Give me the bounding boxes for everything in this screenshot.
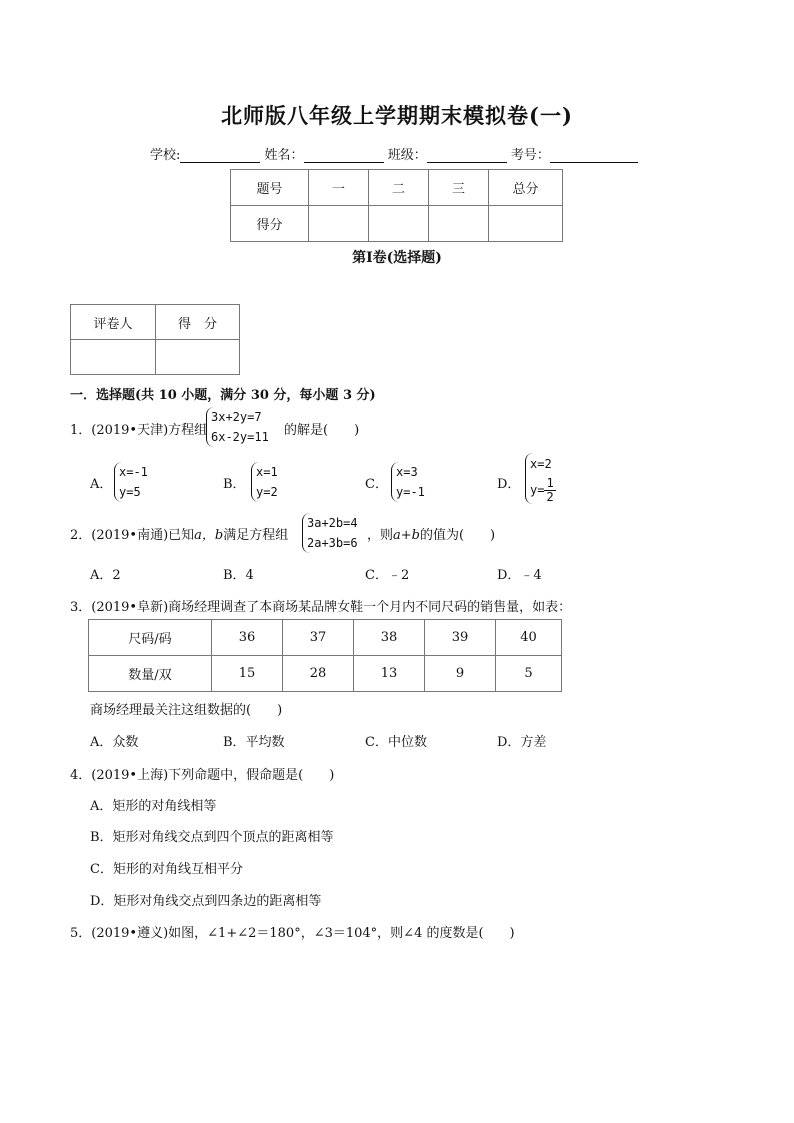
page-title: 北师版八年级上学期期末模拟卷(一) — [221, 103, 573, 128]
q3-option-b[interactable]: B．平均数 — [223, 735, 285, 750]
q3-table-cell: 15 — [212, 656, 283, 692]
score-header-cell: 题号 — [231, 170, 309, 206]
q1-option-d-system[interactable] — [525, 453, 556, 504]
q1-option-d-eq1: x=2 — [530, 457, 552, 471]
q4-option-d[interactable]: D．矩形对角线交点到四条边的距离相等 — [90, 894, 322, 909]
q1-option-c-system[interactable] — [391, 462, 425, 502]
q1-option-d-eq2 — [530, 477, 556, 504]
fraction-denominator: 2 — [546, 490, 554, 504]
q1-option-b-label[interactable]: B． — [223, 477, 246, 492]
q4-stem: 4．(2019•上海)下列命题中，假命题是( ) — [70, 768, 335, 783]
score-input-cell[interactable] — [369, 206, 429, 242]
q2-system — [302, 513, 358, 553]
q2-stem-part1 — [70, 524, 288, 543]
school-label: 学校: — [150, 148, 181, 163]
score-input-cell[interactable] — [489, 206, 563, 242]
part-heading: 一．选择题(共 10 小题，满分 30 分，每小题 3 分) — [70, 388, 376, 403]
q1-option-a-system[interactable] — [114, 462, 148, 502]
q2-mid: 满足方程组 — [223, 528, 289, 543]
q1-option-c-eq1: x=3 — [396, 465, 418, 479]
q1-option-d-label[interactable]: D． — [497, 477, 521, 492]
q4-option-a[interactable]: A．矩形的对角线相等 — [90, 799, 217, 814]
q3-table-header: 39 — [425, 620, 496, 656]
section-title: 第Ⅰ卷(选择题) — [352, 250, 442, 266]
q2-option-d[interactable]: D．﹣4 — [497, 568, 542, 583]
q3-table-header: 38 — [354, 620, 425, 656]
score-row-label: 得分 — [231, 206, 309, 242]
q2-prefix: 2．(2019•南通)已知 — [70, 528, 195, 543]
q3-option-c[interactable]: C．中位数 — [365, 735, 427, 750]
name-blank[interactable] — [304, 148, 384, 163]
q2-option-a[interactable]: A．2 — [90, 568, 121, 583]
q2-suffix2: 的值为( ) — [419, 528, 496, 543]
q1-prefix: 1．(2019•天津)方程组 — [70, 423, 208, 438]
q1-option-c-eq2: y=-1 — [396, 485, 425, 499]
grader-input-cell[interactable] — [71, 340, 156, 375]
q1-eq1: 3x+2y=7 — [211, 410, 262, 424]
score-input-cell[interactable] — [309, 206, 369, 242]
q3-table-header: 36 — [212, 620, 283, 656]
q1-option-a-eq2: y=5 — [119, 485, 141, 499]
q3-table-header: 37 — [283, 620, 354, 656]
q3-table-cell: 13 — [354, 656, 425, 692]
student-info-line — [150, 144, 638, 163]
q1-option-a-eq1: x=-1 — [119, 465, 148, 479]
q3-option-a[interactable]: A．众数 — [90, 735, 139, 750]
q2-vars: a，b — [194, 528, 224, 543]
q2-expr: a+b — [393, 528, 420, 543]
q3-table-cell: 9 — [425, 656, 496, 692]
q3-table-cell: 28 — [283, 656, 354, 692]
exam-no-label: 考号： — [510, 148, 550, 163]
q3-table-cell: 数量/双 — [89, 656, 212, 692]
q1-option-d-eq2-lhs: y= — [530, 483, 545, 497]
q1-option-b-eq2: y=2 — [256, 485, 278, 499]
q2-eq1: 3a+2b=4 — [307, 516, 358, 530]
q2-stem-part2 — [367, 524, 495, 543]
q3-followup: 商场经理最关注这组数据的( ) — [90, 703, 283, 718]
q2-option-b[interactable]: B．4 — [223, 568, 254, 583]
q4-option-c[interactable]: C．矩形的对角线互相平分 — [90, 862, 243, 877]
grader-table — [70, 304, 240, 375]
q4-option-b[interactable]: B．矩形对角线交点到四个顶点的距离相等 — [90, 830, 334, 845]
q3-table-header: 尺码/码 — [89, 620, 212, 656]
q1-option-b-system[interactable] — [251, 462, 278, 502]
q1-eq2: 6x-2y=11 — [211, 430, 269, 444]
score-table — [230, 169, 563, 242]
q1-system — [206, 407, 269, 447]
q2-suffix1: ，则 — [367, 528, 394, 543]
grader-header-cell: 评卷人 — [71, 305, 156, 340]
q3-table-header: 40 — [496, 620, 562, 656]
q2-eq2: 2a+3b=6 — [307, 536, 358, 550]
score-header-cell: 总分 — [489, 170, 563, 206]
q3-option-d[interactable]: D．方差 — [497, 735, 547, 750]
score-header-cell: 三 — [429, 170, 489, 206]
q1-suffix: 的解是( ) — [284, 423, 360, 438]
q5-stem: 5．(2019•遵义)如图，∠1+∠2＝180°，∠3＝104°，则∠4 的度数是( ) — [70, 926, 515, 941]
exam-no-blank[interactable] — [550, 148, 638, 163]
q1-option-d-fraction — [544, 477, 555, 504]
q3-table-cell: 5 — [496, 656, 562, 692]
q2-option-c[interactable]: C．﹣2 — [365, 568, 410, 583]
q3-data-table — [88, 619, 562, 692]
class-label: 班级： — [387, 148, 427, 163]
score-input-cell[interactable] — [429, 206, 489, 242]
fraction-numerator: 1 — [546, 476, 554, 490]
grader-header-cell: 得 分 — [156, 305, 240, 340]
q1-option-a-label[interactable]: A． — [90, 477, 113, 492]
q1-option-b-eq1: x=1 — [256, 465, 278, 479]
name-label: 姓名： — [264, 148, 304, 163]
grader-input-cell[interactable] — [156, 340, 240, 375]
q1-option-c-label[interactable]: C． — [365, 477, 388, 492]
score-header-cell: 二 — [369, 170, 429, 206]
school-blank[interactable] — [180, 148, 260, 163]
class-blank[interactable] — [427, 148, 507, 163]
q3-stem: 3．(2019•阜新)商场经理调查了本商场某品牌女鞋一个月内不同尺码的销售量，如表： — [70, 600, 572, 615]
score-header-cell: 一 — [309, 170, 369, 206]
